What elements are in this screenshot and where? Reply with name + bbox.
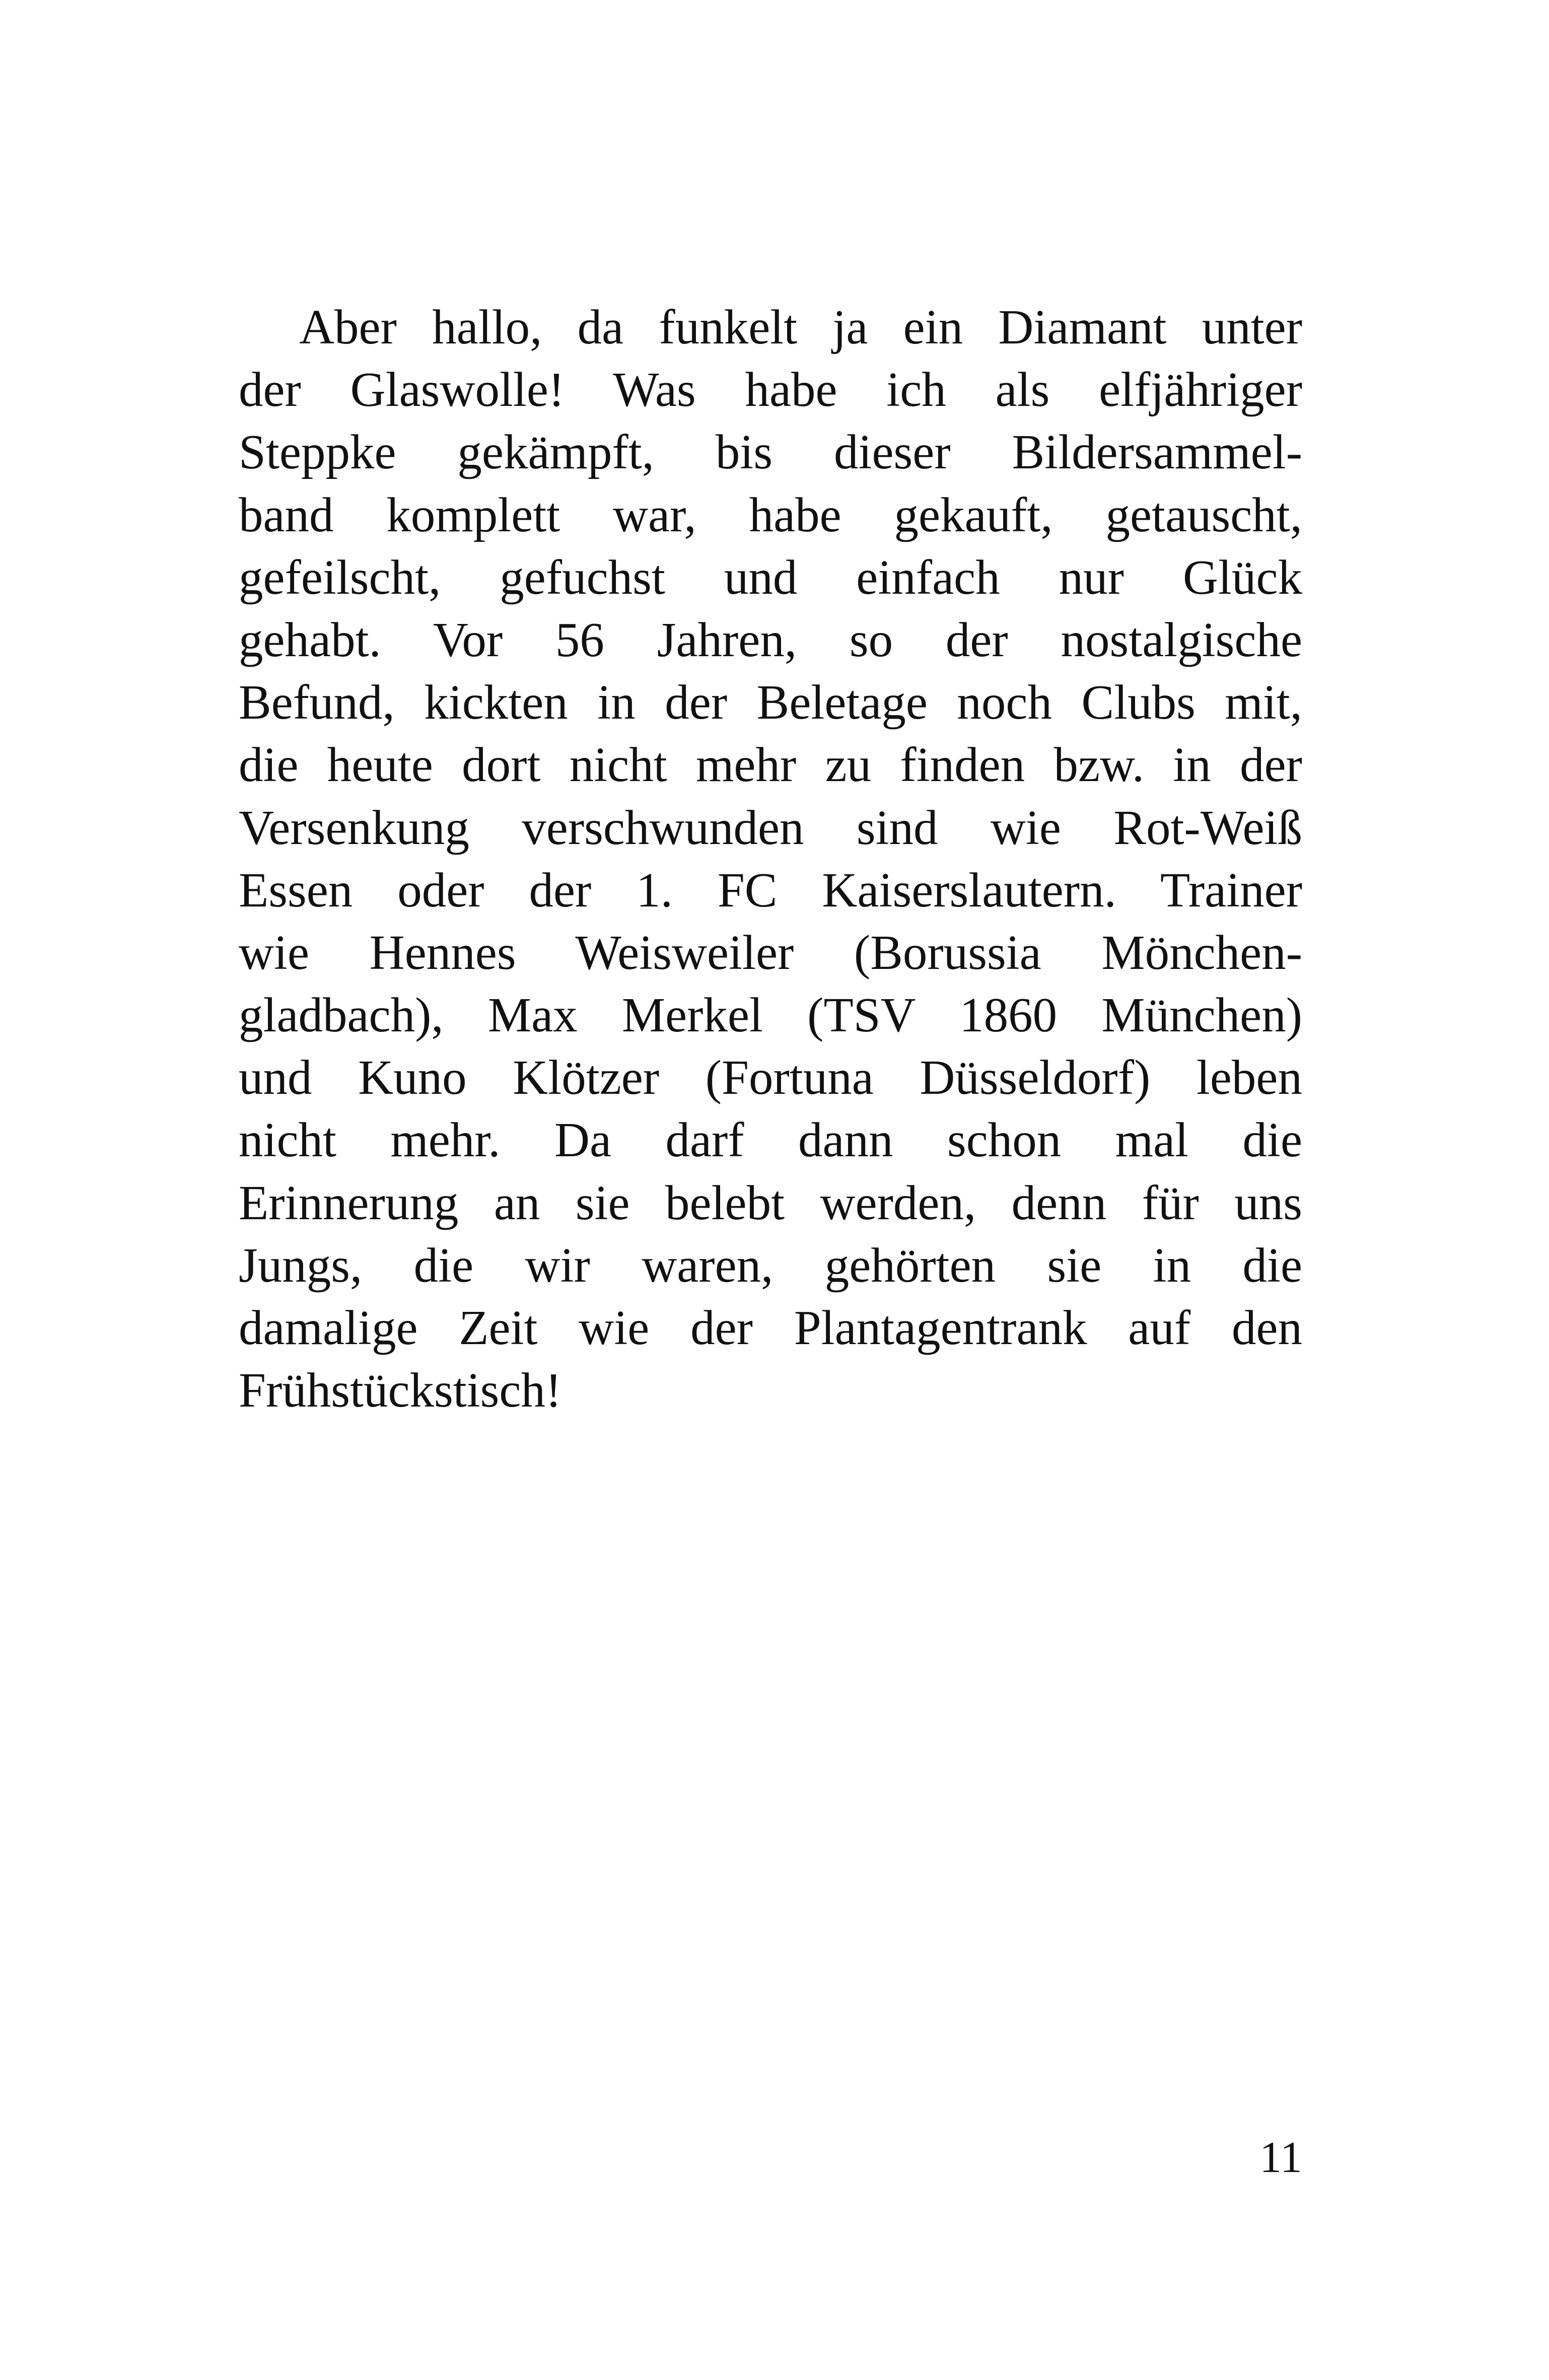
text-line: Versenkung verschwunden sind wie Rot-Weiß: [239, 800, 1302, 855]
text-line: Aber hallo, da funkelt ja ein Diamant unter: [299, 300, 1302, 354]
text-line: die heute dort nicht mehr zu finden bzw. in der: [239, 738, 1302, 792]
text-line: Essen oder der 1. FC Kaiserslautern. Trainer: [239, 863, 1302, 917]
text-line: damalige Zeit wie der Plantagentrank auf den: [239, 1301, 1302, 1355]
text-line: gehabt. Vor 56 Jahren, so der nostalgische: [239, 612, 1302, 667]
text-line: gladbach), Max Merkel (TSV 1860 München): [239, 988, 1302, 1042]
text-line: gefeilscht, gefuchst und einfach nur Glück: [239, 550, 1302, 604]
text-line: der Glaswolle! Was habe ich als elfjähriger: [239, 363, 1302, 417]
text-line: nicht mehr. Da darf dann schon mal die: [239, 1113, 1302, 1167]
text-line: Befund, kickten in der Beletage noch Clubs mit,: [239, 675, 1302, 730]
page-number: 11: [1259, 2133, 1302, 2182]
text-line: Frühstückstisch!: [239, 1363, 562, 1418]
text-line: Jungs, die wir waren, gehörten sie in die: [239, 1238, 1302, 1292]
text-line: Steppke gekämpft, bis dieser Bildersammel-: [239, 425, 1302, 479]
body-paragraph: [239, 296, 1302, 1422]
text-line: und Kuno Klötzer (Fortuna Düsseldorf) leben: [239, 1051, 1302, 1105]
text-line: wie Hennes Weisweiler (Borussia Mönchen-: [239, 925, 1302, 979]
text-line: band komplett war, habe gekauft, getauscht,: [239, 487, 1302, 542]
text-line: Erinnerung an sie belebt werden, denn für uns: [239, 1175, 1302, 1230]
